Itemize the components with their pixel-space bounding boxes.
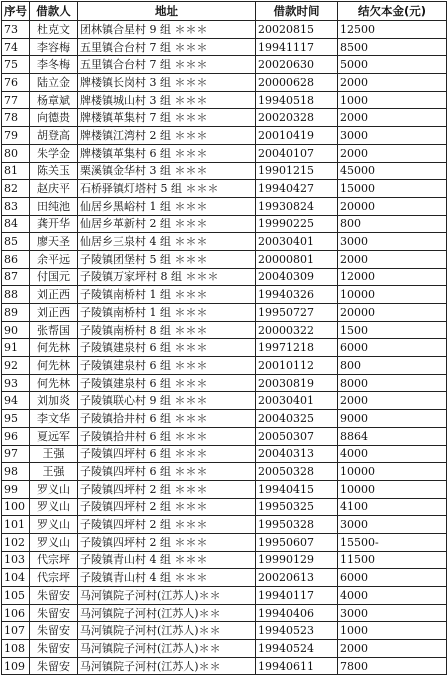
table-row	[2, 410, 447, 428]
cell-address: 子陵镇四坪村 2 组 ＊＊＊	[78, 516, 256, 534]
cell-loan-date: 19950325	[256, 498, 338, 516]
cell-outstanding-principal: 5000	[338, 56, 447, 74]
cell-no: 96	[2, 427, 30, 445]
cell-address: 石桥驿镇灯塔村 5 组 ＊＊＊	[78, 180, 256, 198]
cell-no: 102	[2, 533, 30, 551]
cell-borrower: 王强	[30, 463, 78, 481]
cell-loan-date: 20040107	[256, 144, 338, 162]
table-row	[2, 445, 447, 463]
cell-outstanding-principal: 45000	[338, 162, 447, 180]
cell-no: 98	[2, 463, 30, 481]
cell-address: 牌楼镇长岗村 3 组 ＊＊＊	[78, 74, 256, 92]
cell-borrower: 刘正西	[30, 286, 78, 304]
cell-outstanding-principal: 8000	[338, 374, 447, 392]
table-row	[2, 374, 447, 392]
cell-outstanding-principal: 10000	[338, 463, 447, 481]
cell-no: 79	[2, 127, 30, 145]
cell-address: 子陵镇青山村 4 组 ＊＊＊	[78, 551, 256, 569]
cell-borrower: 朱留安	[30, 622, 78, 640]
header-row	[2, 2, 447, 21]
cell-address: 仙居乡革新村 2 组 ＊＊＊	[78, 215, 256, 233]
cell-no: 82	[2, 180, 30, 198]
cell-loan-date: 19950727	[256, 304, 338, 322]
table-row	[2, 339, 447, 357]
cell-loan-date: 20030401	[256, 392, 338, 410]
cell-outstanding-principal: 800	[338, 215, 447, 233]
cell-outstanding-principal: 8500	[338, 38, 447, 56]
cell-outstanding-principal: 15500-	[338, 533, 447, 551]
cell-outstanding-principal: 2000	[338, 250, 447, 268]
cell-borrower: 胡登高	[30, 127, 78, 145]
cell-no: 104	[2, 569, 30, 587]
cell-borrower: 陈关玉	[30, 162, 78, 180]
cell-loan-date: 19990129	[256, 551, 338, 569]
table-row	[2, 587, 447, 605]
cell-loan-date: 20000322	[256, 321, 338, 339]
cell-no: 77	[2, 91, 30, 109]
cell-address: 子陵镇团堡村 5 组 ＊＊＊	[78, 250, 256, 268]
cell-address: 子陵镇四坪村 6 组 ＊＊＊	[78, 445, 256, 463]
cell-address: 子陵镇建泉村 6 组 ＊＊＊	[78, 374, 256, 392]
cell-address: 牌楼镇江湾村 2 组 ＊＊＊	[78, 127, 256, 145]
cell-address: 子陵镇南桥村 1 组 ＊＊＊	[78, 286, 256, 304]
cell-outstanding-principal: 4000	[338, 587, 447, 605]
cell-no: 90	[2, 321, 30, 339]
table-row	[2, 657, 447, 675]
cell-loan-date: 19971218	[256, 339, 338, 357]
cell-loan-date: 20030819	[256, 374, 338, 392]
cell-no: 78	[2, 109, 30, 127]
cell-outstanding-principal: 7800	[338, 657, 447, 675]
cell-borrower: 余平远	[30, 250, 78, 268]
cell-borrower: 付国元	[30, 268, 78, 286]
cell-address: 马河镇院子河村(江苏人)＊＊	[78, 604, 256, 622]
table-row	[2, 463, 447, 481]
table-row	[2, 569, 447, 587]
cell-borrower: 刘正西	[30, 304, 78, 322]
cell-no: 75	[2, 56, 30, 74]
cell-address: 子陵镇拾井村 6 组 ＊＊＊	[78, 410, 256, 428]
cell-outstanding-principal: 6000	[338, 569, 447, 587]
cell-loan-date: 20000628	[256, 74, 338, 92]
table-row	[2, 233, 447, 251]
cell-borrower: 代宗坪	[30, 551, 78, 569]
cell-borrower: 刘加炎	[30, 392, 78, 410]
cell-borrower: 杜克文	[30, 21, 78, 39]
cell-outstanding-principal: 10000	[338, 286, 447, 304]
cell-no: 109	[2, 657, 30, 675]
table-row	[2, 304, 447, 322]
cell-loan-date: 20000801	[256, 250, 338, 268]
cell-outstanding-principal: 3000	[338, 233, 447, 251]
cell-no: 106	[2, 604, 30, 622]
cell-outstanding-principal: 1500	[338, 321, 447, 339]
cell-loan-date: 20020815	[256, 21, 338, 39]
cell-borrower: 廖天圣	[30, 233, 78, 251]
table-row	[2, 162, 447, 180]
cell-outstanding-principal: 4000	[338, 445, 447, 463]
table-row	[2, 498, 447, 516]
table-row	[2, 392, 447, 410]
cell-outstanding-principal: 2000	[338, 109, 447, 127]
cell-loan-date: 19940415	[256, 480, 338, 498]
cell-borrower: 龚开华	[30, 215, 78, 233]
cell-borrower: 朱留安	[30, 587, 78, 605]
cell-address: 仙居乡黑峪村 1 组 ＊＊＊	[78, 197, 256, 215]
cell-outstanding-principal: 11500	[338, 551, 447, 569]
cell-loan-date: 19940117	[256, 587, 338, 605]
cell-address: 五里镇合台村 7 组 ＊＊＊	[78, 38, 256, 56]
table-row	[2, 127, 447, 145]
cell-address: 仙居乡三泉村 4 组 ＊＊＊	[78, 233, 256, 251]
cell-no: 91	[2, 339, 30, 357]
cell-loan-date: 20020613	[256, 569, 338, 587]
cell-outstanding-principal: 8864	[338, 427, 447, 445]
cell-borrower: 朱留安	[30, 657, 78, 675]
table-row	[2, 357, 447, 375]
cell-address: 马河镇院子河村(江苏人)＊＊	[78, 657, 256, 675]
cell-outstanding-principal: 15000	[338, 180, 447, 198]
cell-address: 子陵镇拾井村 6 组 ＊＊＊	[78, 427, 256, 445]
table-row	[2, 516, 447, 534]
cell-address: 子陵镇联心村 9 组 ＊＊＊	[78, 392, 256, 410]
cell-loan-date: 20040325	[256, 410, 338, 428]
cell-loan-date: 19930824	[256, 197, 338, 215]
cell-address: 子陵镇建泉村 6 组 ＊＊＊	[78, 339, 256, 357]
cell-address: 子陵镇四坪村 2 组 ＊＊＊	[78, 533, 256, 551]
cell-no: 74	[2, 38, 30, 56]
cell-outstanding-principal: 10000	[338, 480, 447, 498]
cell-no: 88	[2, 286, 30, 304]
table-row	[2, 533, 447, 551]
table-row	[2, 21, 447, 39]
table-row	[2, 38, 447, 56]
table-row	[2, 197, 447, 215]
cell-no: 89	[2, 304, 30, 322]
cell-loan-date: 19901215	[256, 162, 338, 180]
loan-ledger-table	[1, 1, 447, 675]
table-row	[2, 144, 447, 162]
header-address: 地址	[78, 2, 256, 21]
cell-outstanding-principal: 4100	[338, 498, 447, 516]
cell-no: 83	[2, 197, 30, 215]
cell-address: 子陵镇建泉村 6 组 ＊＊＊	[78, 357, 256, 375]
cell-borrower: 杨章斌	[30, 91, 78, 109]
cell-borrower: 朱留安	[30, 640, 78, 658]
table-row	[2, 480, 447, 498]
header-loan-date: 借款时间	[256, 2, 338, 21]
cell-address: 子陵镇四坪村 6 组 ＊＊＊	[78, 463, 256, 481]
cell-no: 85	[2, 233, 30, 251]
cell-outstanding-principal: 3000	[338, 516, 447, 534]
cell-no: 80	[2, 144, 30, 162]
cell-outstanding-principal: 6000	[338, 339, 447, 357]
cell-outstanding-principal: 20000	[338, 197, 447, 215]
cell-address: 马河镇院子河村(江苏人)＊＊	[78, 640, 256, 658]
cell-borrower: 田纯池	[30, 197, 78, 215]
cell-outstanding-principal: 1000	[338, 91, 447, 109]
cell-no: 92	[2, 357, 30, 375]
cell-borrower: 张帮国	[30, 321, 78, 339]
cell-borrower: 李冬梅	[30, 56, 78, 74]
cell-loan-date: 20010419	[256, 127, 338, 145]
cell-address: 牌楼镇革集村 7 组 ＊＊＊	[78, 109, 256, 127]
cell-loan-date: 19940524	[256, 640, 338, 658]
cell-loan-date: 19950607	[256, 533, 338, 551]
cell-loan-date: 20010112	[256, 357, 338, 375]
cell-borrower: 李文华	[30, 410, 78, 428]
cell-no: 107	[2, 622, 30, 640]
cell-address: 子陵镇四坪村 2 组 ＊＊＊	[78, 498, 256, 516]
table-row	[2, 286, 447, 304]
cell-outstanding-principal: 1000	[338, 622, 447, 640]
cell-address: 团林镇合星村 9 组 ＊＊＊	[78, 21, 256, 39]
ledger-page	[1, 1, 446, 673]
cell-no: 99	[2, 480, 30, 498]
cell-loan-date: 19941117	[256, 38, 338, 56]
cell-no: 93	[2, 374, 30, 392]
cell-no: 103	[2, 551, 30, 569]
cell-borrower: 罗义山	[30, 498, 78, 516]
cell-borrower: 罗义山	[30, 516, 78, 534]
cell-no: 81	[2, 162, 30, 180]
cell-address: 马河镇院子河村(江苏人)＊＊	[78, 587, 256, 605]
cell-borrower: 夏远军	[30, 427, 78, 445]
cell-loan-date: 19940611	[256, 657, 338, 675]
cell-loan-date: 19940326	[256, 286, 338, 304]
cell-outstanding-principal: 2000	[338, 640, 447, 658]
cell-outstanding-principal: 12000	[338, 268, 447, 286]
cell-address: 牌楼镇城山村 3 组 ＊＊＊	[78, 91, 256, 109]
table-row	[2, 427, 447, 445]
table-row	[2, 268, 447, 286]
cell-borrower: 王强	[30, 445, 78, 463]
cell-no: 86	[2, 250, 30, 268]
cell-outstanding-principal: 800	[338, 357, 447, 375]
cell-borrower: 罗义山	[30, 480, 78, 498]
cell-address: 马河镇院子河村(江苏人)＊＊	[78, 622, 256, 640]
cell-loan-date: 20040313	[256, 445, 338, 463]
cell-no: 84	[2, 215, 30, 233]
cell-borrower: 赵庆平	[30, 180, 78, 198]
cell-loan-date: 19940406	[256, 604, 338, 622]
cell-loan-date: 20020328	[256, 109, 338, 127]
cell-borrower: 朱留安	[30, 604, 78, 622]
cell-no: 87	[2, 268, 30, 286]
header-borrower: 借款人	[30, 2, 78, 21]
cell-borrower: 代宗坪	[30, 569, 78, 587]
cell-outstanding-principal: 3000	[338, 127, 447, 145]
cell-no: 108	[2, 640, 30, 658]
cell-loan-date: 20050307	[256, 427, 338, 445]
cell-loan-date: 20050328	[256, 463, 338, 481]
cell-loan-date: 19940523	[256, 622, 338, 640]
cell-loan-date: 19940427	[256, 180, 338, 198]
header-no: 序号	[2, 2, 30, 21]
table-row	[2, 250, 447, 268]
cell-address: 牌楼镇革集村 6 组 ＊＊＊	[78, 144, 256, 162]
table-row	[2, 551, 447, 569]
cell-borrower: 何先林	[30, 374, 78, 392]
table-row	[2, 109, 447, 127]
cell-no: 101	[2, 516, 30, 534]
table-row	[2, 56, 447, 74]
cell-loan-date: 20020630	[256, 56, 338, 74]
cell-loan-date: 19990225	[256, 215, 338, 233]
cell-address: 子陵镇万家坪村 8 组 ＊＊＊	[78, 268, 256, 286]
cell-no: 95	[2, 410, 30, 428]
cell-address: 子陵镇南桥村 1 组 ＊＊＊	[78, 304, 256, 322]
cell-no: 105	[2, 587, 30, 605]
table-row	[2, 604, 447, 622]
cell-outstanding-principal: 9000	[338, 410, 447, 428]
cell-address: 子陵镇四坪村 2 组 ＊＊＊	[78, 480, 256, 498]
cell-borrower: 向德贵	[30, 109, 78, 127]
cell-outstanding-principal: 2000	[338, 144, 447, 162]
cell-loan-date: 20030401	[256, 233, 338, 251]
cell-borrower: 陆立金	[30, 74, 78, 92]
cell-loan-date: 19950328	[256, 516, 338, 534]
cell-outstanding-principal: 3000	[338, 604, 447, 622]
cell-address: 子陵镇青山村 4 组 ＊＊＊	[78, 569, 256, 587]
table-row	[2, 622, 447, 640]
table-row	[2, 215, 447, 233]
cell-address: 栗溪镇金华村 3 组 ＊＊＊	[78, 162, 256, 180]
cell-outstanding-principal: 2000	[338, 392, 447, 410]
cell-no: 76	[2, 74, 30, 92]
cell-outstanding-principal: 2000	[338, 74, 447, 92]
cell-loan-date: 20040309	[256, 268, 338, 286]
cell-borrower: 李容梅	[30, 38, 78, 56]
cell-outstanding-principal: 12500	[338, 21, 447, 39]
cell-address: 子陵镇南桥村 8 组 ＊＊＊	[78, 321, 256, 339]
cell-no: 97	[2, 445, 30, 463]
header-outstanding-principal: 结欠本金(元)	[338, 2, 447, 21]
table-header	[2, 2, 447, 21]
table-row	[2, 640, 447, 658]
cell-no: 100	[2, 498, 30, 516]
table-row	[2, 91, 447, 109]
cell-borrower: 罗义山	[30, 533, 78, 551]
cell-borrower: 何先林	[30, 357, 78, 375]
table-row	[2, 74, 447, 92]
table-row	[2, 321, 447, 339]
cell-no: 94	[2, 392, 30, 410]
cell-borrower: 朱学金	[30, 144, 78, 162]
cell-loan-date: 19940518	[256, 91, 338, 109]
table-body	[2, 21, 447, 675]
table-row	[2, 180, 447, 198]
cell-address: 五里镇合台村 7 组 ＊＊＊	[78, 56, 256, 74]
cell-no: 73	[2, 21, 30, 39]
cell-outstanding-principal: 20000	[338, 304, 447, 322]
cell-borrower: 何先林	[30, 339, 78, 357]
